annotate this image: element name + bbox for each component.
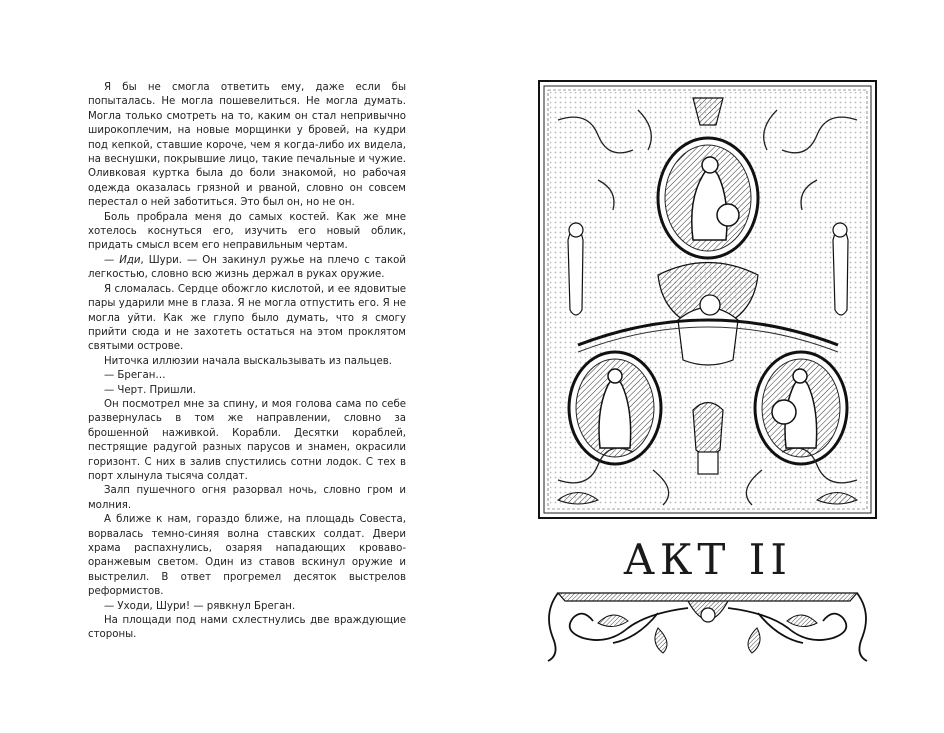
ornamental-engraving-illustration — [538, 80, 877, 519]
act-title: АКТ II — [623, 535, 792, 584]
paragraph: — Уходи, Шури! — рявкнул Бреган. — [104, 600, 296, 612]
dialogue-rest: , Шури. — Он закинул ружье на плечо с такой легкостью, словно всю жизнь держал в руках оружие. — [88, 254, 406, 281]
paragraph: — Бреган… — [104, 370, 166, 382]
paragraph: Ниточка иллюзии начала выскальзывать из пальцев. — [104, 355, 392, 367]
paragraph: Боль пробрала меня до самых костей. Как же мне хотелось коснуться его, изучить его новый облик, придать смысл всем его неправильным чертам. — [88, 211, 406, 252]
paragraph: Я бы не смогла ответить ему, даже если бы попыталась. Не могла пошевелиться. Не могла думать. Могла только смотреть на то, каким он стал непривычно широкоплечим, на новые морщинки у бровей, на кудри под кепкой, ставшие короче, чем я когда-либо их видела, на веснушки, покрывшие лицо, такие печальные и чужие. Оливковая куртка была до боли знакомой, но рабочая одежда оказалась грязной и рваной, словно он совсем перестал о ней заботиться. Это был он, но не он. — [88, 82, 406, 209]
paragraph: — Черт. Пришли. — [104, 384, 196, 396]
paragraph-dialogue: — Иди, Шури. — Он закинул ружье на плечо с такой легкостью, словно всю жизнь держал в руках оружие. — [88, 254, 406, 281]
paragraph: Он посмотрел мне за спину, и моя голова сама по себе развернулась в том же направлении, словно за брошенной наживкой. Корабли. Десятки кораблей, пестрящие радугой разных парусов и знамен, окрасили горизонт. С них в залив спустились сотни лодок. С тех в порт хлынула тысяча солдат. — [88, 398, 406, 482]
paragraph: На площади под нами схлестнулись две враждующие стороны. — [88, 615, 406, 641]
paragraph: Залп пушечного огня разорвал ночь, словно гром и молния. — [88, 485, 406, 511]
baroque-scroll-ornament — [538, 583, 877, 663]
paragraph: А ближе к нам, гораздо ближе, на площадь Совеста, ворвалась темно-синяя волна ставских солдат. Двери храма распахнулись, озаряя нападающих кроваво-оранжевым светом. Один из ставов вскинул оружие и выстрелил. В ответ прогремел десяток выстрелов реформистов. — [88, 514, 406, 598]
right-page — [472, 0, 944, 733]
italic-word: Иди — [119, 254, 141, 266]
paragraph: Я сломалась. Сердце обожгло кислотой, и ее ядовитые пары ударили мне в глаза. Я не могла отпустить его. Я не могла уйти. Как же глупо было думать, что я смогу прийти сюда и не захотеть остаться на этом проклятом святыми острове. — [88, 283, 406, 353]
body-text — [88, 81, 406, 643]
